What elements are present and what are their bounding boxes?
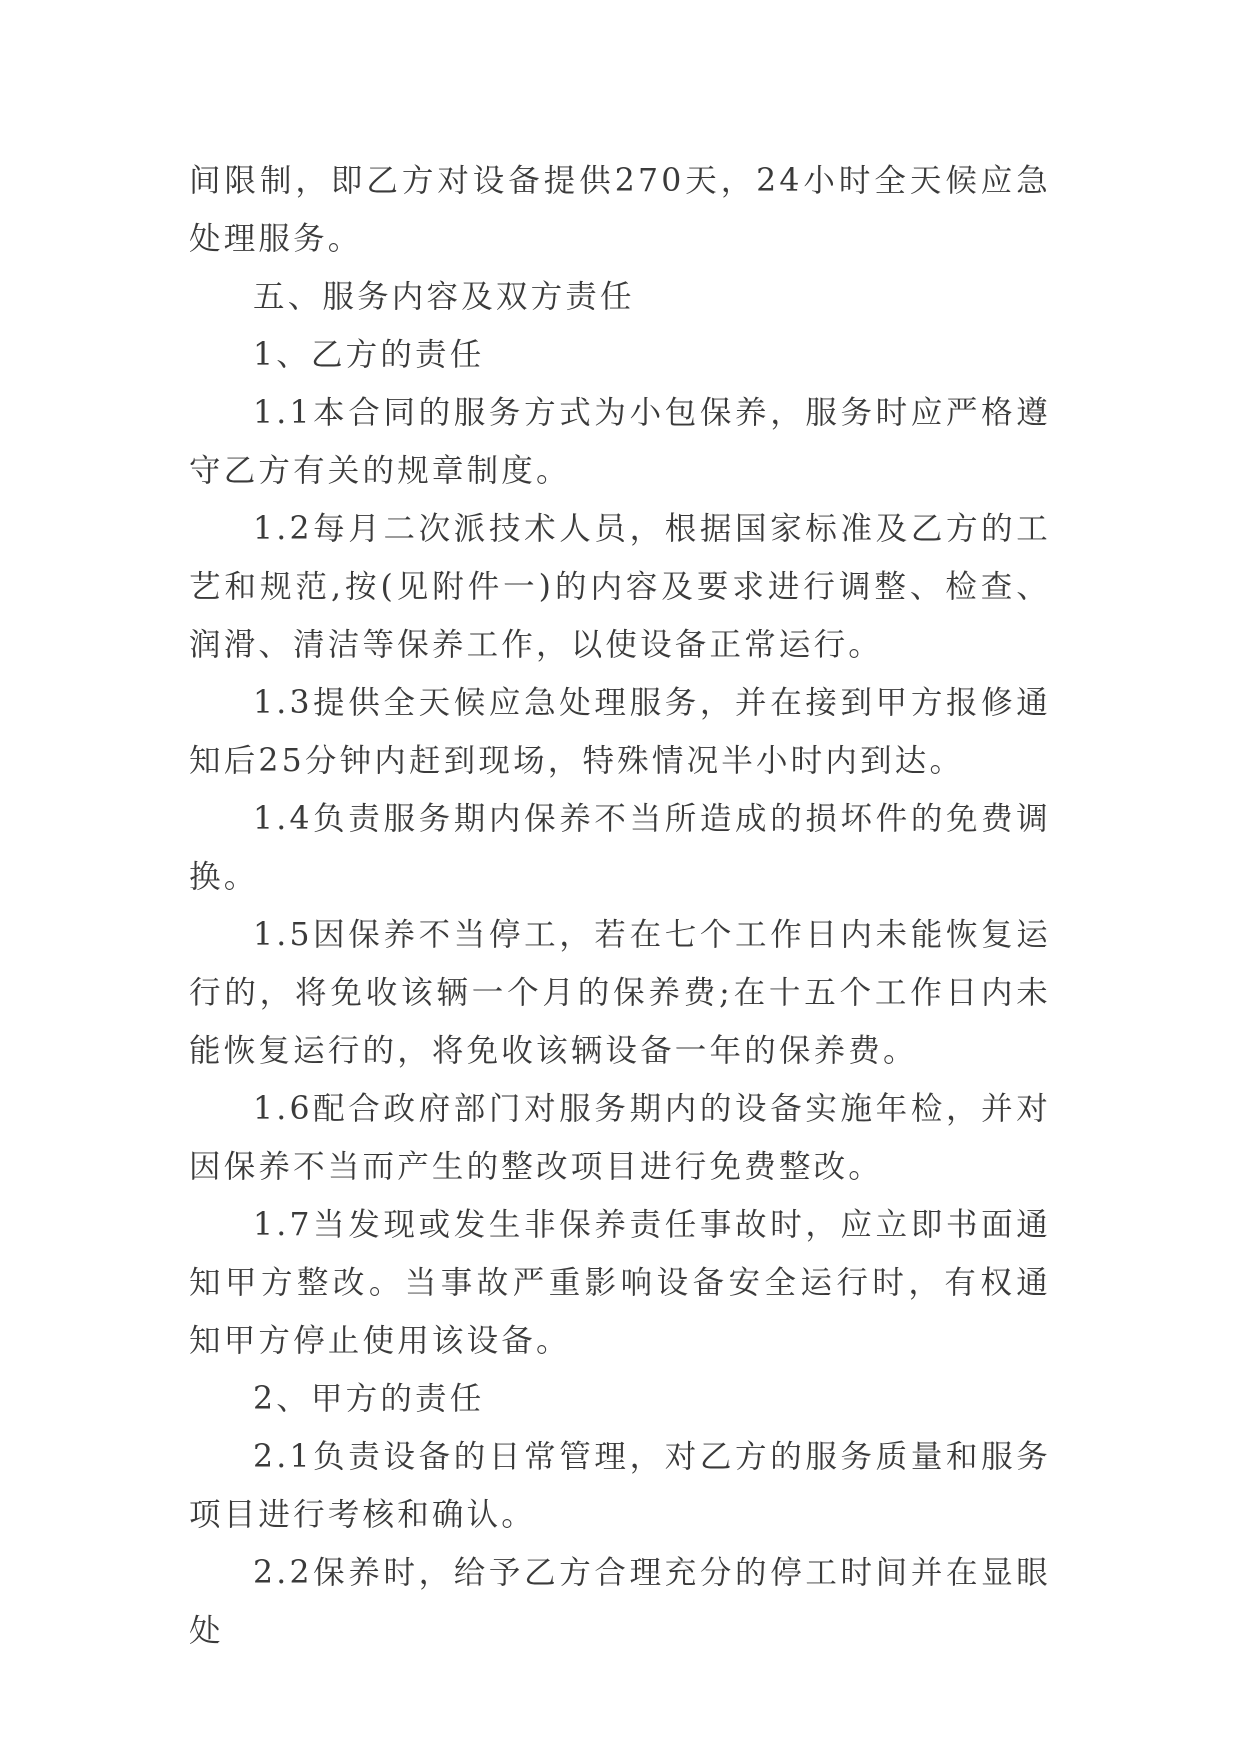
clause-1-4: 1.4负责服务期内保养不当所造成的损坏件的免费调换。 [189, 801, 1051, 895]
clause-2-2: 2.2保养时，给予乙方合理充分的停工时间并在显眼处 [189, 1555, 1051, 1649]
clause-2-1: 2.1负责设备的日常管理，对乙方的服务质量和服务项目进行考核和确认。 [189, 1439, 1051, 1533]
heading-section-five: 五、服务内容及双方责任 [253, 279, 635, 315]
document-body [189, 152, 1051, 1660]
clause-1-2: 1.2每月二次派技术人员，根据国家标准及乙方的工艺和规范,按(见附件一)的内容及要求进行调整、检查、润滑、清洁等保养工作，以使设备正常运行。 [189, 511, 1051, 663]
clause-1-5: 1.5因保养不当停工，若在七个工作日内未能恢复运行的，将免收该辆一个月的保养费;在十五个工作日内未能恢复运行的，将免收该辆设备一年的保养费。 [189, 917, 1051, 1069]
paragraph-service-hours: 间限制，即乙方对设备提供270天，24小时全天候应急处理服务。 [189, 163, 1051, 257]
clause-1-3: 1.3提供全天候应急处理服务，并在接到甲方报修通知后25分钟内赶到现场，特殊情况半小时内到达。 [189, 685, 1051, 779]
clause-1-7: 1.7当发现或发生非保养责任事故时，应立即书面通知甲方整改。当事故严重影响设备安全运行时，有权通知甲方停止使用该设备。 [189, 1207, 1051, 1359]
clause-1-6: 1.6配合政府部门对服务期内的设备实施年检，并对因保养不当而产生的整改项目进行免费整改。 [189, 1091, 1051, 1185]
heading-party-b-duties: 1、乙方的责任 [253, 337, 485, 373]
heading-party-a-duties: 2、甲方的责任 [253, 1381, 485, 1417]
clause-1-1: 1.1本合同的服务方式为小包保养，服务时应严格遵守乙方有关的规章制度。 [189, 395, 1051, 489]
